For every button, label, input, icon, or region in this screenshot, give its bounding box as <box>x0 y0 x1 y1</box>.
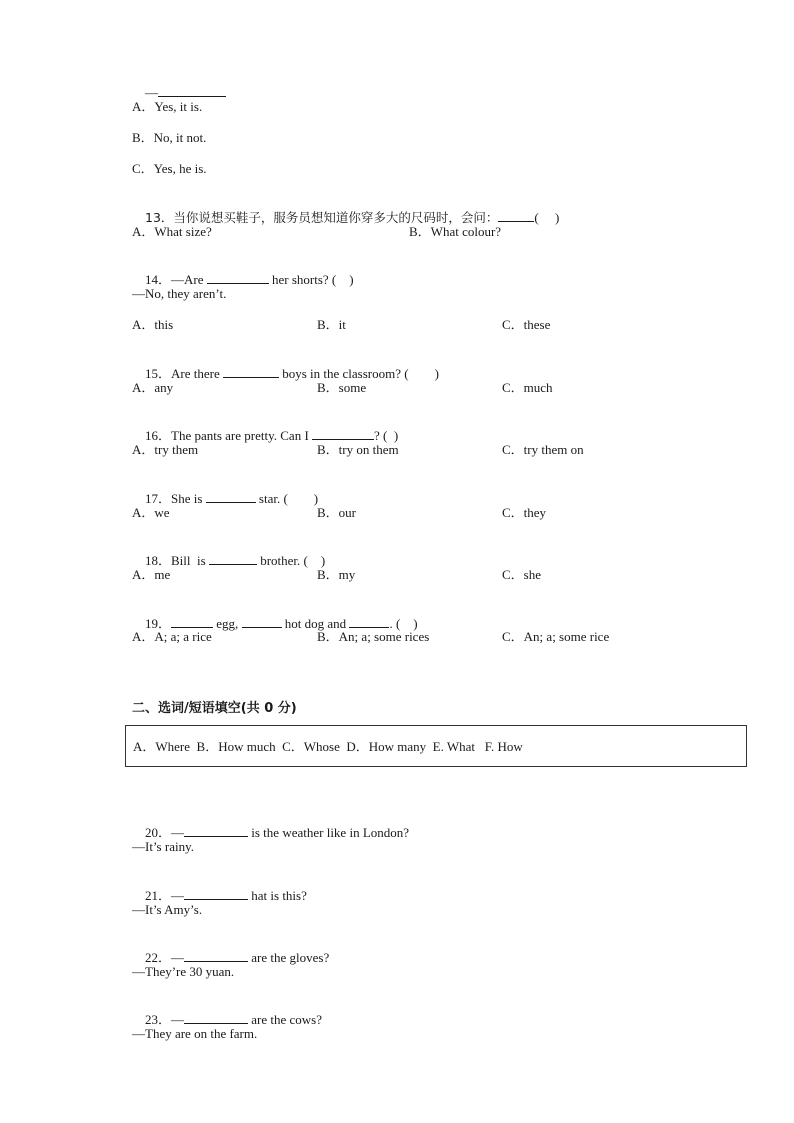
q22-stem <box>132 933 330 965</box>
q20-blank[interactable] <box>184 824 248 837</box>
q17-option-c[interactable]: C．they <box>502 505 547 520</box>
q16-stem-after: ? ( ) <box>374 428 399 443</box>
q21-blank[interactable] <box>184 887 248 900</box>
q12-option-c[interactable]: C．Yes, he is. <box>132 161 207 176</box>
q16-option-c[interactable]: C．try them on <box>502 442 584 457</box>
q16-option-a[interactable]: A．try them <box>132 442 199 457</box>
q12-answer-blank[interactable] <box>158 84 226 97</box>
q23-reply: —They are on the farm. <box>132 1026 258 1041</box>
section-2-title: 二、选词/短语填空(共 0 分) <box>132 701 297 716</box>
q13-stem <box>132 193 560 225</box>
q18-option-b[interactable]: B．my <box>317 567 356 582</box>
q21-after: hat is this? <box>248 888 307 903</box>
q19-blank-1[interactable] <box>171 615 213 628</box>
q23-num: 23．— <box>145 1012 185 1027</box>
q14-stem <box>132 255 354 287</box>
q13-option-b[interactable]: B．What colour? <box>409 224 502 239</box>
q19-option-c[interactable]: C．An; a; some rice <box>502 629 610 644</box>
q18-stem-after: brother. ( ) <box>256 553 326 568</box>
q13-paren: ( ) <box>534 210 560 225</box>
q15-option-a[interactable]: A．any <box>132 380 174 395</box>
q14-option-c[interactable]: C．these <box>502 317 551 332</box>
q16-stem <box>132 411 399 443</box>
q13-blank[interactable] <box>498 209 534 222</box>
q18-option-a[interactable]: A．me <box>132 567 171 582</box>
q19-blank-3[interactable] <box>349 615 389 628</box>
q19-option-b[interactable]: B．An; a; some rices <box>317 629 430 644</box>
q18-stem <box>132 536 326 568</box>
q22-after: are the gloves? <box>248 950 330 965</box>
q21-num: 21．— <box>145 888 185 903</box>
q14-option-b[interactable]: B．it <box>317 317 346 332</box>
q19-stem <box>132 599 418 631</box>
q15-stem-after: boys in the classroom? ( ) <box>278 366 439 381</box>
q18-option-c[interactable]: C．she <box>502 567 542 582</box>
q19-num: 19． <box>145 616 172 631</box>
q15-stem <box>132 349 439 381</box>
q17-stem <box>132 474 319 506</box>
q17-stem-after: star. ( ) <box>255 491 319 506</box>
word-bank-text: A．Where B．How much C．Whose D．How many E. What F. How <box>133 739 523 754</box>
q23-blank[interactable] <box>184 1011 248 1024</box>
q19-option-a[interactable]: A．A; a; a rice <box>132 629 212 644</box>
q20-after: is the weather like in London? <box>248 825 410 840</box>
q12-option-a[interactable]: A．Yes, it is. <box>132 99 203 114</box>
q17-option-a[interactable]: A．we <box>132 505 170 520</box>
q16-option-b[interactable]: B．try on them <box>317 442 399 457</box>
q14-stem-after: her shorts? ( ) <box>268 272 354 287</box>
q13-stem-text: 13．当你说想买鞋子，服务员想知道你穿多大的尺码时，会问： <box>145 210 499 225</box>
q19-part2: egg, <box>213 616 242 631</box>
q15-blank[interactable] <box>223 365 279 378</box>
q16-stem-before: 16．The pants are pretty. Can I <box>145 428 313 443</box>
q19-part4: . ( ) <box>389 616 418 631</box>
q12-option-b[interactable]: B．No, it not. <box>132 130 207 145</box>
q16-blank[interactable] <box>312 427 374 440</box>
q20-reply: —It’s rainy. <box>132 839 194 854</box>
q17-blank[interactable] <box>206 490 256 503</box>
q20-num: 20．— <box>145 825 185 840</box>
q17-option-b[interactable]: B．our <box>317 505 357 520</box>
q14-stem-before: 14．—Are <box>145 272 207 287</box>
q18-stem-before: 18．Bill is <box>145 553 209 568</box>
q14-option-a[interactable]: A．this <box>132 317 174 332</box>
q12-answer-line <box>132 68 226 100</box>
q14-reply: —No, they aren’t. <box>132 286 227 301</box>
word-bank-box <box>125 725 747 767</box>
q15-stem-before: 15．Are there <box>145 366 223 381</box>
q21-stem <box>132 871 307 903</box>
q15-option-c[interactable]: C．much <box>502 380 553 395</box>
q21-reply: —It’s Amy’s. <box>132 902 203 917</box>
q19-part3: hot dog and <box>281 616 350 631</box>
q12-answer-prefix: — <box>145 85 158 100</box>
q23-stem <box>132 995 323 1027</box>
q22-blank[interactable] <box>184 949 248 962</box>
q22-num: 22．— <box>145 950 185 965</box>
q17-stem-before: 17．She is <box>145 491 206 506</box>
q14-blank[interactable] <box>207 271 269 284</box>
q23-after: are the cows? <box>248 1012 323 1027</box>
q15-option-b[interactable]: B．some <box>317 380 367 395</box>
q22-reply: —They’re 30 yuan. <box>132 964 235 979</box>
q19-blank-2[interactable] <box>242 615 282 628</box>
q20-stem <box>132 808 410 840</box>
q18-blank[interactable] <box>209 552 257 565</box>
q13-option-a[interactable]: A．What size? <box>132 224 212 239</box>
